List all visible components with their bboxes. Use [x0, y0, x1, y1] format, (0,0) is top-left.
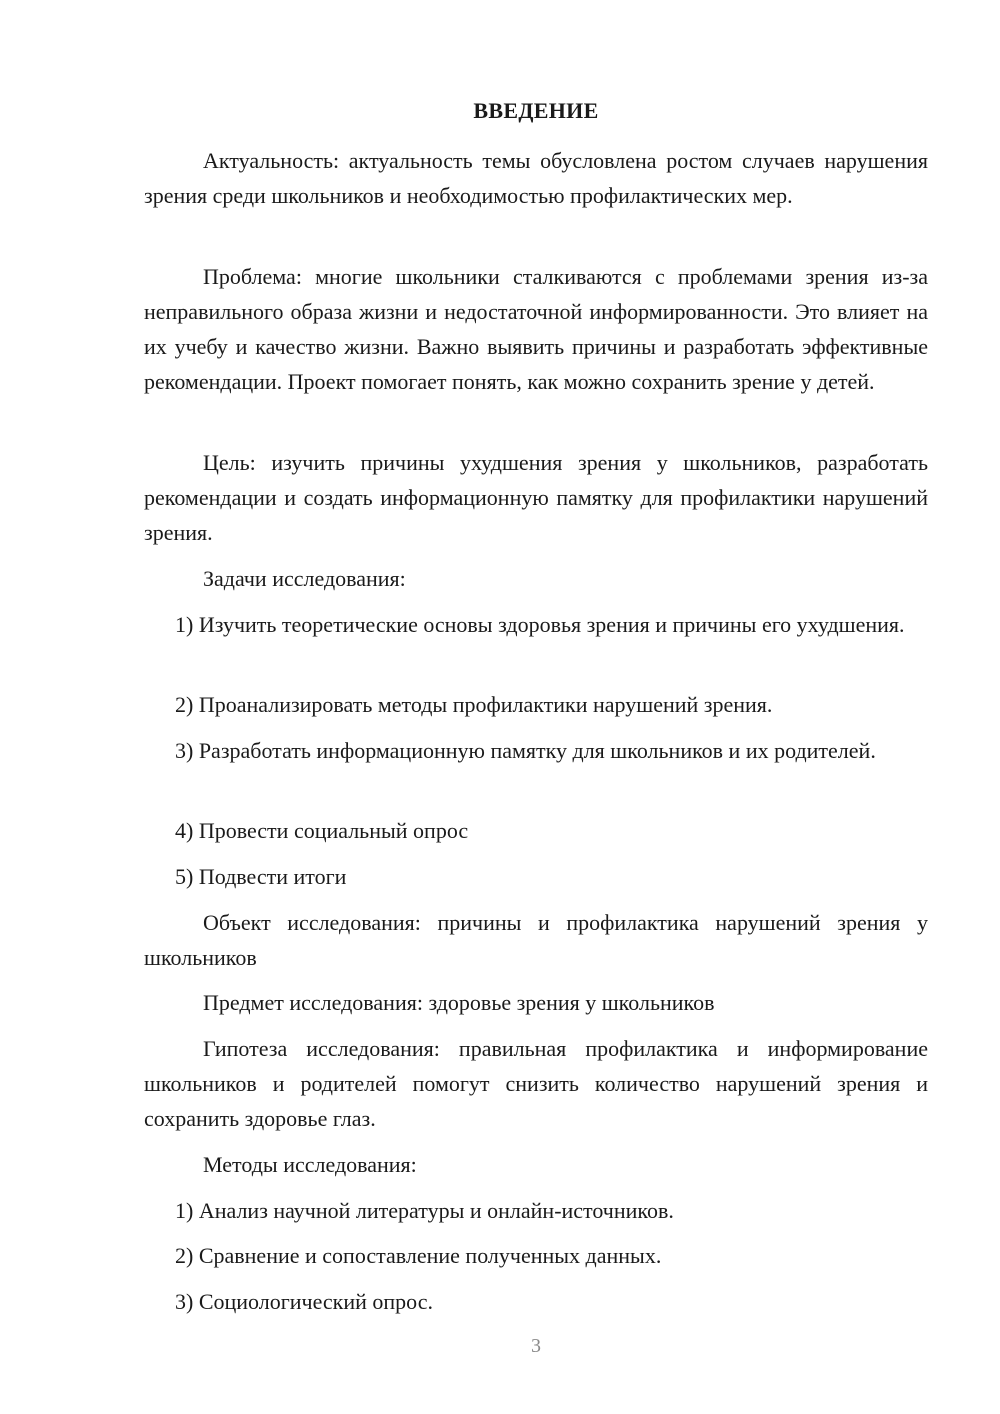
method-item-3: 3) Социологический опрос.	[175, 1289, 433, 1314]
relevance-paragraph: Актуальность: актуальность темы обусловлена ростом случаев нарушения зрения среди школьников и необходимостью профилактических мер.	[144, 148, 928, 208]
goal-paragraph: Цель: изучить причины ухудшения зрения у школьников, разработать рекомендации и создать информационную памятку для профилактики нарушений зрения.	[144, 450, 928, 545]
method-item-1: 1) Анализ научной литературы и онлайн-источников.	[175, 1198, 674, 1223]
subject-paragraph: Предмет исследования: здоровье зрения у школьников	[203, 990, 715, 1015]
method-item-2: 2) Сравнение и сопоставление полученных данных.	[175, 1243, 662, 1268]
task-item-1: 1) Изучить теоретические основы здоровья зрения и причины его ухудшения.	[175, 612, 905, 637]
object-paragraph: Объект исследования: причины и профилактика нарушений зрения у школьников	[144, 910, 928, 970]
task-item-2: 2) Проанализировать методы профилактики нарушений зрения.	[175, 692, 773, 717]
task-item-5: 5) Подвести итоги	[175, 864, 347, 889]
task-item-4: 4) Провести социальный опрос	[175, 818, 469, 843]
methods-title: Методы исследования:	[203, 1152, 417, 1177]
page-number: 3	[531, 1335, 541, 1357]
hypothesis-paragraph: Гипотеза исследования: правильная профилактика и информирование школьников и родителей помогут снизить количество нарушений зрения и сохранить здоровье глаз.	[144, 1036, 928, 1131]
task-item-3: 3) Разработать информационную памятку для школьников и их родителей.	[175, 738, 876, 763]
tasks-title: Задачи исследования:	[203, 566, 406, 591]
problem-paragraph: Проблема: многие школьники сталкиваются с проблемами зрения из-за неправильного образа жизни и недостаточной информированности. Это влияет на их учебу и качество жизни. Важно выявить причины и разработать эффективные рекомендации. Проект помогает понять, как можно сохранить зрение у детей.	[144, 264, 928, 394]
section-heading: ВВЕДЕНИЕ	[473, 98, 599, 123]
